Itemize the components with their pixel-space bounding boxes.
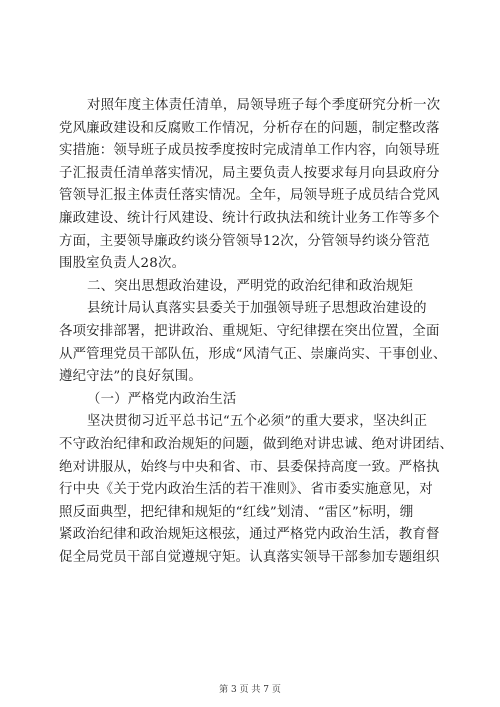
- text-line: 促全局党员干部自觉遵规守矩。认真落实领导干部参加专题组织: [59, 549, 440, 565]
- text-line: 对照年度主体责任清单，局领导班子每个季度研究分析一次: [87, 98, 441, 113]
- text-line: 县统计局认真落实县委关于加强领导班子思想政治建设的: [87, 301, 427, 317]
- text-line: 廉政建设、统计行风建设、统计行政执法和统计业务工作等多个: [59, 210, 440, 226]
- text-line: 紧政治纪律和政治规矩这根弦，通过严格党内政治生活，教育督: [59, 527, 440, 543]
- section-heading: 二、突出思想政治建设，严明党的政治纪律和政治规矩: [87, 278, 414, 294]
- text-line: 绝对讲服从，始终与中央和省、市、县委保持高度一致。严格执: [59, 459, 440, 475]
- page-number: 第 3 页 共 7 页: [219, 685, 281, 695]
- text-line: 方面，主要领导廉政约谈分管领导12次，分管领导约谈分管范: [59, 233, 430, 249]
- text-line: 从严管理党员干部队伍，形成“风清气正、崇廉尚实、干事创业、: [59, 346, 447, 362]
- text-line: 行中央《关于党内政治生活的若干准则》、省市委实施意见，对: [59, 482, 433, 498]
- text-line: 不守政治纪律和政治规矩的问题，做到绝对讲忠诚、绝对讲团结、: [59, 436, 454, 452]
- text-line: 照反面典型，把纪律和规矩的“红线”划清、“雷区”标明，绷: [59, 504, 414, 520]
- text-line: 围股室负责人28次。: [59, 256, 186, 272]
- document-body: [59, 95, 454, 569]
- subsection-heading: （一）严格党内政治生活: [87, 391, 237, 407]
- text-line: 实措施：领导班子成员按季度按时完成清单工作内容，向领导班: [59, 143, 440, 159]
- text-line: 遵纪守法”的良好氛围。: [59, 369, 202, 385]
- text-line: 党风廉政建设和反腐败工作情况，分析存在的问题，制定整改落: [59, 120, 440, 136]
- text-line: 管领导汇报主体责任落实情况。全年，局领导班子成员结合党风: [59, 188, 440, 204]
- text-line: 各项安排部署，把讲政治、重规矩、守纪律摆在突出位置，全面: [59, 323, 440, 339]
- text-line: 坚决贯彻习近平总书记“五个必须”的重大要求，坚决纠正: [87, 414, 428, 430]
- text-line: 子汇报责任清单落实情况，局主要负责人按要求每月向县政府分: [59, 165, 440, 181]
